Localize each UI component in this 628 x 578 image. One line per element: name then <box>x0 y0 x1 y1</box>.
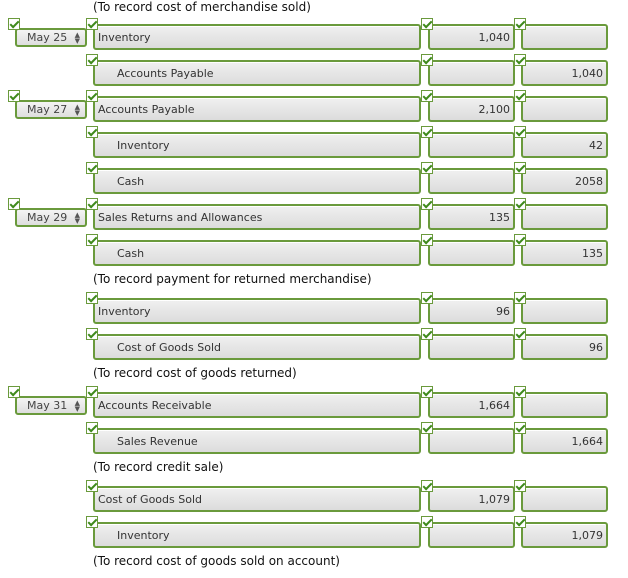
credit-input[interactable]: 96 <box>521 334 608 360</box>
memo-line: (To record payment for returned merchandise) <box>93 272 372 286</box>
check-icon <box>86 480 98 492</box>
check-icon <box>8 90 20 102</box>
stepper-arrows-icon: ▲ ▼ <box>74 103 80 117</box>
check-icon <box>421 18 433 30</box>
check-icon <box>514 386 526 398</box>
check-icon <box>421 54 433 66</box>
credit-input[interactable]: 1,079 <box>521 522 608 548</box>
account-input[interactable]: Accounts Payable <box>93 96 421 122</box>
credit-input[interactable]: 1,040 <box>521 60 608 86</box>
account-input[interactable]: Inventory <box>93 132 421 158</box>
check-icon <box>514 234 526 246</box>
check-icon <box>86 516 98 528</box>
check-icon <box>421 162 433 174</box>
date-value: May 27 <box>27 103 68 116</box>
check-icon <box>421 386 433 398</box>
check-icon <box>86 234 98 246</box>
account-input[interactable]: Inventory <box>93 24 421 50</box>
check-icon <box>514 198 526 210</box>
account-input[interactable]: Accounts Payable <box>93 60 421 86</box>
date-value: May 25 <box>27 31 68 44</box>
check-icon <box>86 422 98 434</box>
check-icon <box>421 328 433 340</box>
check-icon <box>86 198 98 210</box>
credit-input[interactable] <box>521 298 608 324</box>
check-icon <box>86 90 98 102</box>
debit-input[interactable] <box>428 428 515 454</box>
check-icon <box>421 90 433 102</box>
debit-input[interactable] <box>428 334 515 360</box>
date-value: May 29 <box>27 211 68 224</box>
memo-line: (To record cost of goods sold on account) <box>93 554 340 568</box>
memo-line: (To record cost of merchandise sold) <box>93 0 311 14</box>
debit-input[interactable]: 2,100 <box>428 96 515 122</box>
debit-input[interactable]: 1,664 <box>428 392 515 418</box>
check-icon <box>86 126 98 138</box>
check-icon <box>514 292 526 304</box>
date-select[interactable] <box>15 100 87 119</box>
check-icon <box>514 328 526 340</box>
check-icon <box>421 126 433 138</box>
account-input[interactable]: Cost of Goods Sold <box>93 486 421 512</box>
credit-input[interactable] <box>521 96 608 122</box>
debit-input[interactable] <box>428 60 515 86</box>
check-icon <box>421 292 433 304</box>
credit-input[interactable] <box>521 392 608 418</box>
stepper-arrows-icon: ▲ ▼ <box>74 31 80 45</box>
date-select[interactable] <box>15 396 87 415</box>
check-icon <box>421 422 433 434</box>
account-input[interactable]: Sales Returns and Allowances <box>93 204 421 230</box>
credit-input[interactable]: 2058 <box>521 168 608 194</box>
check-icon <box>8 198 20 210</box>
debit-input[interactable]: 135 <box>428 204 515 230</box>
check-icon <box>514 54 526 66</box>
check-icon <box>86 292 98 304</box>
check-icon <box>421 198 433 210</box>
account-input[interactable]: Inventory <box>93 298 421 324</box>
check-icon <box>86 54 98 66</box>
date-select[interactable] <box>15 28 87 47</box>
date-value: May 31 <box>27 399 68 412</box>
check-icon <box>86 386 98 398</box>
date-select[interactable] <box>15 208 87 227</box>
check-icon <box>514 18 526 30</box>
account-input[interactable]: Cash <box>93 168 421 194</box>
credit-input[interactable] <box>521 24 608 50</box>
debit-input[interactable] <box>428 132 515 158</box>
debit-input[interactable]: 96 <box>428 298 515 324</box>
debit-input[interactable] <box>428 522 515 548</box>
check-icon <box>421 234 433 246</box>
check-icon <box>86 328 98 340</box>
check-icon <box>8 386 20 398</box>
memo-line: (To record cost of goods returned) <box>93 366 297 380</box>
credit-input[interactable]: 42 <box>521 132 608 158</box>
account-input[interactable]: Accounts Receivable <box>93 392 421 418</box>
credit-input[interactable] <box>521 204 608 230</box>
debit-input[interactable]: 1,040 <box>428 24 515 50</box>
check-icon <box>421 516 433 528</box>
check-icon <box>514 162 526 174</box>
check-icon <box>421 480 433 492</box>
check-icon <box>86 162 98 174</box>
credit-input[interactable]: 135 <box>521 240 608 266</box>
account-input[interactable]: Cash <box>93 240 421 266</box>
debit-input[interactable]: 1,079 <box>428 486 515 512</box>
debit-input[interactable] <box>428 240 515 266</box>
check-icon <box>514 480 526 492</box>
check-icon <box>514 422 526 434</box>
check-icon <box>514 516 526 528</box>
account-input[interactable]: Sales Revenue <box>93 428 421 454</box>
memo-line: (To record credit sale) <box>93 460 224 474</box>
credit-input[interactable] <box>521 486 608 512</box>
credit-input[interactable]: 1,664 <box>521 428 608 454</box>
stepper-arrows-icon: ▲ ▼ <box>74 211 80 225</box>
check-icon <box>86 18 98 30</box>
account-input[interactable]: Inventory <box>93 522 421 548</box>
account-input[interactable]: Cost of Goods Sold <box>93 334 421 360</box>
stepper-arrows-icon: ▲ ▼ <box>74 399 80 413</box>
check-icon <box>514 126 526 138</box>
check-icon <box>8 18 20 30</box>
debit-input[interactable] <box>428 168 515 194</box>
check-icon <box>514 90 526 102</box>
